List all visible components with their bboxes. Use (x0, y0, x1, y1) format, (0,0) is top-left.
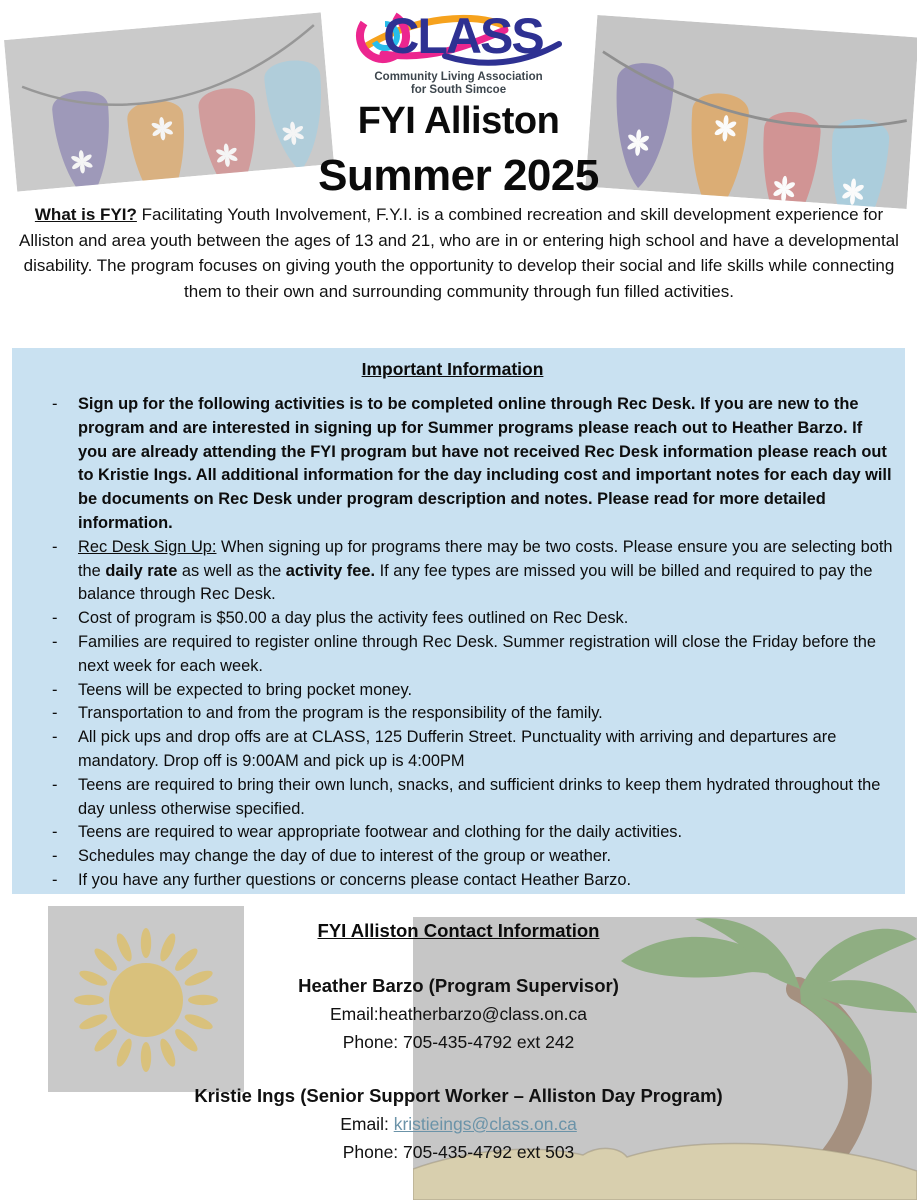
person-name: Kristie Ings (Senior Support Worker – Alliston Day Program) (194, 1085, 723, 1106)
text-segment: Sign up for the following activities is to be completed online through Rec Desk. If you are new to the program and are interested in signing up for Summer programs please reach out to Heather Barzo. If you are already attending the FYI program but have not received Rec Desk information please reach out to Kristie Ings. All additional information for the day including cost and important notes for each day will be documents on Rec Desk under program description and notes. Please read for more detailed information. (78, 395, 892, 532)
list-item (48, 845, 893, 869)
list-item (48, 631, 893, 679)
text-segment: Facilitating Youth Involvement, F.Y.I. is a combined recreation and skill development experience for Alliston and area youth between the ages of 13 and 21, who are in or entering high school and have a developmental disability. The program focuses on giving youth the opportunity to develop their social and life skills while connecting them to their own and surrounding community through fun filled activities. (19, 205, 899, 301)
text-segment: Teens are required to wear appropriate footwear and clothing for the daily activities. (78, 823, 683, 842)
list-item (48, 679, 893, 703)
person-name: Heather Barzo (Program Supervisor) (298, 975, 619, 996)
text-segment: Schedules may change the day of due to interest of the group or weather. (78, 847, 612, 866)
email-link[interactable]: kristieings@class.on.ca (393, 1114, 577, 1134)
text-segment: If any fee types are missed you will be billed and required to pay the balance through Rec Desk. (78, 561, 873, 604)
contact-person-kristie (0, 1082, 917, 1166)
text-segment: When signing up for programs there may be two costs. Please ensure you are selecting both the (78, 537, 893, 580)
person-email: Email:heatherbarzo@class.on.ca (329, 1004, 588, 1024)
page-subtitle: Summer 2025 (318, 151, 599, 200)
list-item (48, 702, 893, 726)
list-item (48, 607, 893, 631)
contact-section (0, 920, 917, 1166)
text-segment: If you have any further questions or concerns please contact Heather Barzo. (78, 870, 632, 889)
logo-subline: for South Simcoe (410, 84, 507, 96)
list-item (48, 536, 893, 607)
text-segment: What is FYI? (34, 205, 137, 224)
contact-person-heather (0, 972, 917, 1056)
list-item (48, 869, 893, 893)
list-item (48, 774, 893, 822)
text-segment: Families are required to register online through Rec Desk. Summer registration will close the Friday before the next week for each week. (78, 632, 877, 675)
important-info-box (12, 348, 905, 894)
text-segment: Teens will be expected to bring pocket money. (78, 680, 413, 699)
text-segment: activity fee. (285, 561, 376, 580)
text-segment: Rec Desk Sign Up: (78, 537, 217, 556)
text-segment: as well as the (177, 561, 286, 580)
intro-paragraph (18, 202, 900, 304)
text-segment: All pick ups and drop offs are at CLASS, 125 Dufferin Street. Punctuality with arriving and departures are mandatory. Drop off is 9:00AM and pick up is 4:00PM (78, 728, 837, 770)
important-info-heading: Important Information (361, 359, 544, 379)
person-phone: Phone: 705-435-4792 ext 242 (342, 1032, 575, 1052)
class-logo-icon (353, 6, 565, 66)
class-logo (0, 6, 917, 97)
list-item (48, 393, 893, 536)
person-phone: Phone: 705-435-4792 ext 503 (342, 1142, 575, 1162)
text-segment: Transportation to and from the program is the responsibility of the family. (78, 704, 603, 723)
logo-subline: Community Living Association (374, 71, 543, 83)
list-item (48, 821, 893, 845)
page-title: FYI Alliston (357, 100, 560, 142)
text-segment: Teens are required to bring their own lunch, snacks, and sufficient drinks to keep them hydrated throughout the day unless otherwise specified. (78, 775, 881, 818)
contact-heading: FYI Alliston Contact Information (317, 920, 600, 941)
logo-wordmark: CLASS (382, 8, 543, 64)
list-item (48, 726, 893, 774)
email-label: Email: (340, 1114, 394, 1134)
text-segment: Cost of program is $50.00 a day plus the activity fees outlined on Rec Desk. (78, 609, 629, 628)
important-info-list (48, 393, 893, 893)
person-email (0, 1110, 917, 1138)
header (0, 6, 917, 201)
text-segment: daily rate (105, 561, 178, 580)
